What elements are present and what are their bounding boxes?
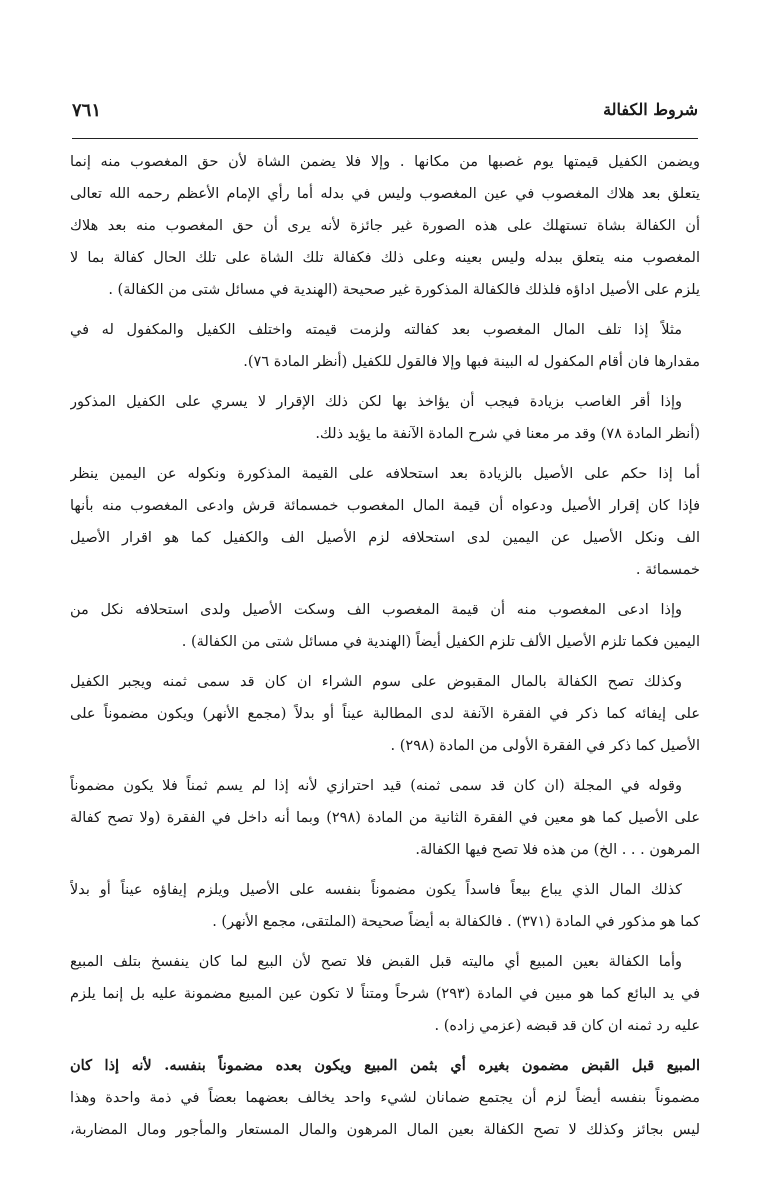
text-line: كذلك المال الذي يباع بيعاً فاسداً يكون مضموناً بنفسه على الأصيل ويلزم إيفاؤه عيناً أو بدلاً	[70, 882, 682, 898]
text-line: عليه رد ثمنه ان كان قد قبضه (عزمي زاده) .	[434, 1018, 700, 1034]
text-line: المرهون . . . الخ) من هذه فلا تصح فيها الكفالة.	[415, 842, 700, 858]
text-line: في يد البائع كما هو مبين في المادة (٢٩٣) شرحاً ومتناً لا تكون عين المبيع مضمونة عليه بل إنما يلزم	[70, 986, 700, 1002]
text-line: كما هو مذكور في المادة (٣٧١) . فالكفالة به أيضاً صحيحة (الملتقى، مجمع الأنهر) .	[212, 914, 700, 930]
paragraph	[70, 770, 700, 866]
page-number: ٧٦١	[72, 100, 102, 121]
text-line: اليمين فكما تلزم الأصيل الألف تلزم الكفيل أيضاً (الهندية في مسائل شتى من الكفالة) .	[181, 634, 700, 650]
text-line: المغصوب منه يتعلق ببدله وليس بعينه وعلى ذلك فكفالة تلك الشاة على تلك الحال كفالة بما لا	[70, 250, 700, 266]
text-line: وإذا ادعى المغصوب منه أن قيمة المغصوب الف وسكت الأصيل ولدى استحلافه نكل من	[70, 602, 682, 618]
text-line: وقوله في المجلة (ان كان قد سمى ثمنه) قيد احترازي لأنه إذا لم يسم ثمناً فلا يكون مضموناً	[70, 778, 682, 794]
text-line: الأصيل كما ذكر في الفقرة الأولى من المادة (٢٩٨) .	[390, 738, 700, 754]
text-line: فإذا كان إقرار الأصيل ودعواه أن قيمة المال المغصوب خمسمائة قرش وادعى المغصوب منه بأنها	[70, 498, 700, 514]
paragraph	[70, 666, 700, 762]
paragraph	[70, 386, 700, 450]
text-line: ويضمن الكفيل قيمتها يوم غصبها من مكانها . وإلا فلا يضمن الشاة لأن حق المغصوب منه إنما	[70, 154, 700, 170]
text-line: ليس بجائز وكذلك لا تصح الكفالة بعين المال المرهون والمال المستعار والمأجور ومال المضاربة،	[70, 1122, 700, 1138]
running-title: شروط الكفالة	[603, 100, 698, 119]
page-header	[72, 96, 698, 136]
paragraph	[70, 594, 700, 658]
paragraph	[70, 314, 700, 378]
paragraph	[70, 874, 700, 938]
text-line: أن الكفالة بشاة تستهلك على هذه الصورة غير جائزة لأنه يرى أن حق المغصوب منه بعد هلاك	[70, 218, 700, 234]
header-rule	[72, 138, 698, 139]
paragraph	[70, 146, 700, 306]
text-line: المبيع قبل القبض مضمون بغيره أي بثمن المبيع ويكون بعده مضموناً بنفسه. لأنه إذا كان	[70, 1057, 700, 1074]
text-line: مقدارها فان أقام المكفول له البينة فبها وإلا فالقول للكفيل (أنظر المادة ٧٦).	[243, 354, 700, 370]
paragraph	[70, 1050, 700, 1146]
page-body	[70, 146, 700, 1146]
text-line: الف ونكل الأصيل عن اليمين لدى استحلافه لزم الأصيل الف والكفيل كما هو اقرار الأصيل	[70, 530, 700, 546]
paragraph	[70, 946, 700, 1042]
text-line: مثلاً إذا تلف المال المغصوب بعد كفالته ولزمت قيمته واختلف الكفيل والمكفول له في	[70, 322, 682, 338]
text-line: يلزم على الأصيل اداؤه فلذلك فالكفالة المذكورة غير صحيحة (الهندية في مسائل شتى من الكفالة) .	[108, 282, 700, 298]
text-line: أما إذا حكم على الأصيل بالزيادة بعد استحلافه على القيمة المذكورة ونكوله عن اليمين ينظر	[70, 466, 700, 482]
text-line: وأما الكفالة بعين المبيع أي ماليته قبل القبض فلا تصح لأن البيع لما كان ينفسخ بتلف المبيع	[70, 954, 682, 970]
text-line: (أنظر المادة ٧٨) وقد مر معنا في شرح المادة الآنفة ما يؤيد ذلك.	[315, 426, 700, 442]
text-line: يتعلق بعد هلاك المغصوب في عين المغصوب وليس في بدله أما رأي الإمام الأعظم رحمه الله تعالى	[70, 186, 700, 202]
text-line: على الأصيل كما هو معين في الفقرة الثانية من المادة (٢٩٨) وبما أنه داخل في الفقرة (ولا تصح كفالة	[70, 810, 700, 826]
text-line: على إيفائه كما ذكر في الفقرة الآنفة لدى المطالبة عيناً أو بدلاً (مجمع الأنهر) ويكون مضموناً على	[70, 706, 700, 722]
text-line: وكذلك تصح الكفالة بالمال المقبوض على سوم الشراء ان كان قد سمى ثمنه ويجبر الكفيل	[70, 674, 682, 690]
text-line: خمسمائة .	[635, 562, 700, 578]
text-line: وإذا أقر الغاصب بزيادة فيجب أن يؤاخذ بها لكن ذلك الإقرار لا يسري على الكفيل المذكور	[70, 394, 682, 410]
text-line: مضموناً بنفسه أيضاً لزم أن يجتمع ضمانان لشيء واحد يخالف بعضهما بعضاً في ذمة واحدة وهذا	[70, 1090, 700, 1106]
paragraph	[70, 458, 700, 586]
